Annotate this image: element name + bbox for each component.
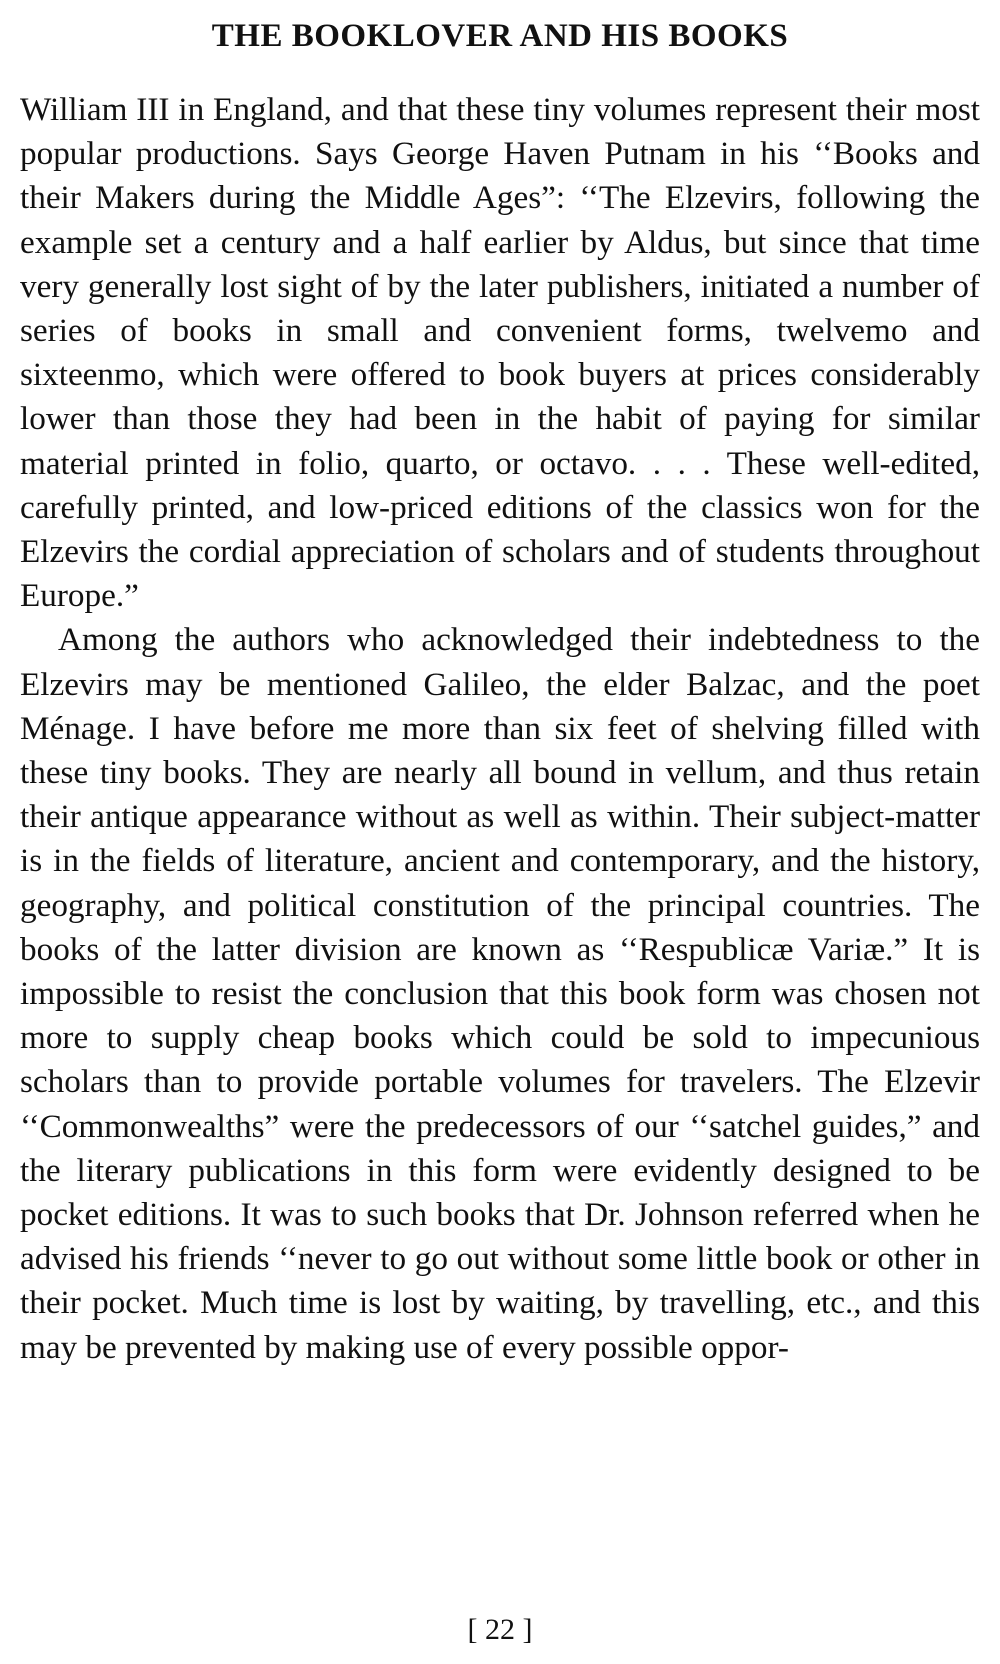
paragraph-continued: William III in England, and that these tiny volumes represent their most popular productions. Says George Haven Putnam in his ‘‘Books and their Makers during the Middle Ages”: ‘‘The Elzevirs, following the example set a century and a half earlier by Aldus, but since that time very generally lost sight of by the later publishers, initiated a number of series of books in small and convenient forms, twelvemo and sixteenmo, which were offered to book buyers at prices considerably lower than those they had been in the habit of paying for similar material printed in folio, quarto, or octavo. . . . These well-edited, carefully printed, and low-priced editions of the classics won for the Elzevirs the cordial appreciation of scholars and of students throughout Europe.” <box>20 91 980 615</box>
book-page <box>20 0 980 1664</box>
page-number: [ 22 ] <box>467 1613 533 1646</box>
paragraph-elzevir-authors: Among the authors who acknowledged their indebtedness to the Elzevirs may be mentioned Galileo, the elder Balzac, and the poet Ménage. I have before me more than six feet of shelving filled with these tiny books. They are nearly all bound in vellum, and thus retain their antique appearance without as well as within. Their subject-matter is in the fields of literature, ancient and contemporary, and the history, geography, and political constitution of the principal countries. The books of the latter division are known as ‘‘Respublicæ Variæ.” It is impossible to resist the conclusion that this book form was chosen not more to supply cheap books which could be sold to impecunious scholars than to provide portable volumes for travelers. The Elzevir ‘‘Commonwealths” were the predecessors of our ‘‘satchel guides,” and the literary publications in this form were evidently designed to be pocket editions. It was to such books that Dr. Johnson referred when he advised his friends ‘‘never to go out without some little book or other in their pocket. Much time is lost by waiting, by travelling, etc., and this may be prevented by making use of every possible oppor- <box>20 621 980 1366</box>
running-head: THE BOOKLOVER AND HIS BOOKS <box>211 18 789 54</box>
body-text <box>20 88 980 1370</box>
